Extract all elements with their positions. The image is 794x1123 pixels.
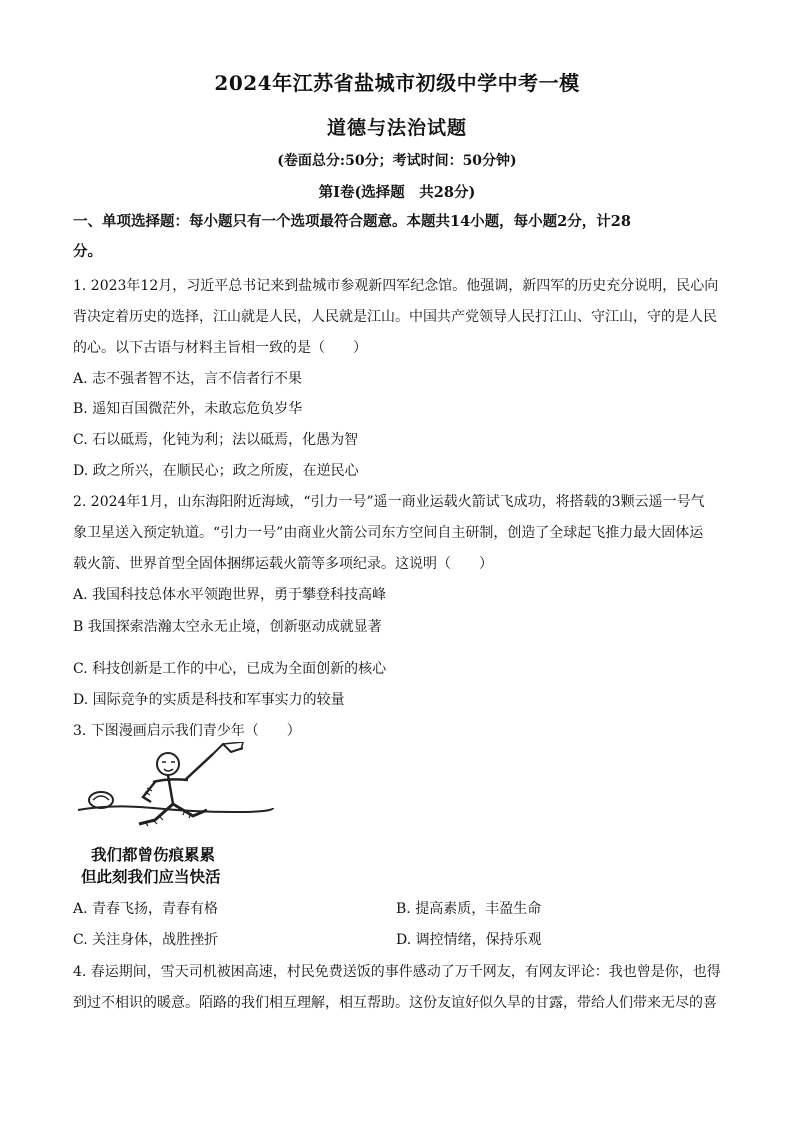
q1-option-c: C. 石以砥焉，化钝为利；法以砥焉，化愚为智 (73, 432, 359, 448)
cartoon-caption-1: 我们都曾伤痕累累 (91, 846, 216, 864)
q3-option-d: D. 调控情绪，保持乐观 (396, 932, 542, 948)
q1-option-d: D. 政之所兴，在顺民心；政之所废，在逆民心 (73, 463, 359, 479)
q2-option-d: D. 国际竞争的实质是科技和军事实力的较量 (73, 692, 345, 708)
exam-info: (卷面总分:50分；考试时间：50分钟) (277, 153, 517, 169)
q2-stem-line: 象卫星送入预定轨道。“引力一号”由商业火箭公司东方空间自主研制，创造了全球起飞推力最大固体运 (73, 525, 704, 541)
q2-stem-line: 载火箭、世界首型全固体捆绑运载火箭等多项纪录。这说明（ ） (73, 556, 493, 572)
q1-stem-line: 背决定着历史的选择，江山就是人民，人民就是江山。中国共产党领导人民打江山、守江山，守的是人民 (73, 309, 717, 325)
section-heading-cont: 分。 (73, 243, 102, 260)
q1-stem-line: 1. 2023年12月，习近平总书记来到盐城市参观新四军纪念馆。他强调，新四军的历史充分说明，民心向 (73, 278, 719, 294)
q2-option-a: A. 我国科技总体水平领跑世界，勇于攀登科技高峰 (73, 587, 387, 603)
q1-stem-line: 的心。以下古语与材料主旨相一致的是（ ） (73, 340, 367, 356)
q2-stem-line: 2. 2024年1月，山东海阳附近海域，“引力一号”遥一商业运载火箭试飞成功，将搭载的3颗云遥一号气 (73, 494, 705, 510)
cartoon-image (73, 742, 283, 892)
q3-option-a: A. 青春飞扬，青春有格 (73, 901, 219, 917)
q2-option-b: B 我国探索浩瀚太空永无止境，创新驱动成就显著 (73, 619, 382, 635)
cartoon-caption-2: 但此刻我们应当快活 (81, 868, 221, 886)
q2-option-c: C. 科技创新是工作的中心，已成为全面创新的核心 (73, 661, 387, 677)
exam-part: 第Ⅰ卷(选择题 共28分) (318, 184, 476, 201)
q1-option-a: A. 志不强者智不达，言不信者行不果 (73, 371, 303, 387)
q1-option-b: B. 遥知百国微茫外，未敢忘危负岁华 (73, 401, 303, 417)
q3-stem: 3. 下图漫画启示我们青少年（ ） (73, 723, 301, 739)
q3-option-b: B. 提高素质，丰盈生命 (396, 901, 542, 917)
q4-stem-line: 4. 春运期间，雪天司机被困高速，村民免费送饭的事件感动了万千网友，有网友评论：我也曾是你，也得 (73, 964, 721, 980)
q3-option-c: C. 关注身体，战胜挫折 (73, 932, 219, 948)
exam-title: 2024年江苏省盐城市初级中学中考一模 (214, 71, 580, 95)
exam-subject: 道德与法治试题 (326, 117, 467, 139)
q4-stem-line: 到过不相识的暖意。陌路的我们相互理解，相互帮助。这份友谊好似久旱的甘露，带给人们带来无尽的喜 (73, 995, 717, 1011)
section-heading: 一、单项选择题：每小题只有一个选项最符合题意。本题共14小题，每小题2分，计28 (73, 213, 631, 230)
